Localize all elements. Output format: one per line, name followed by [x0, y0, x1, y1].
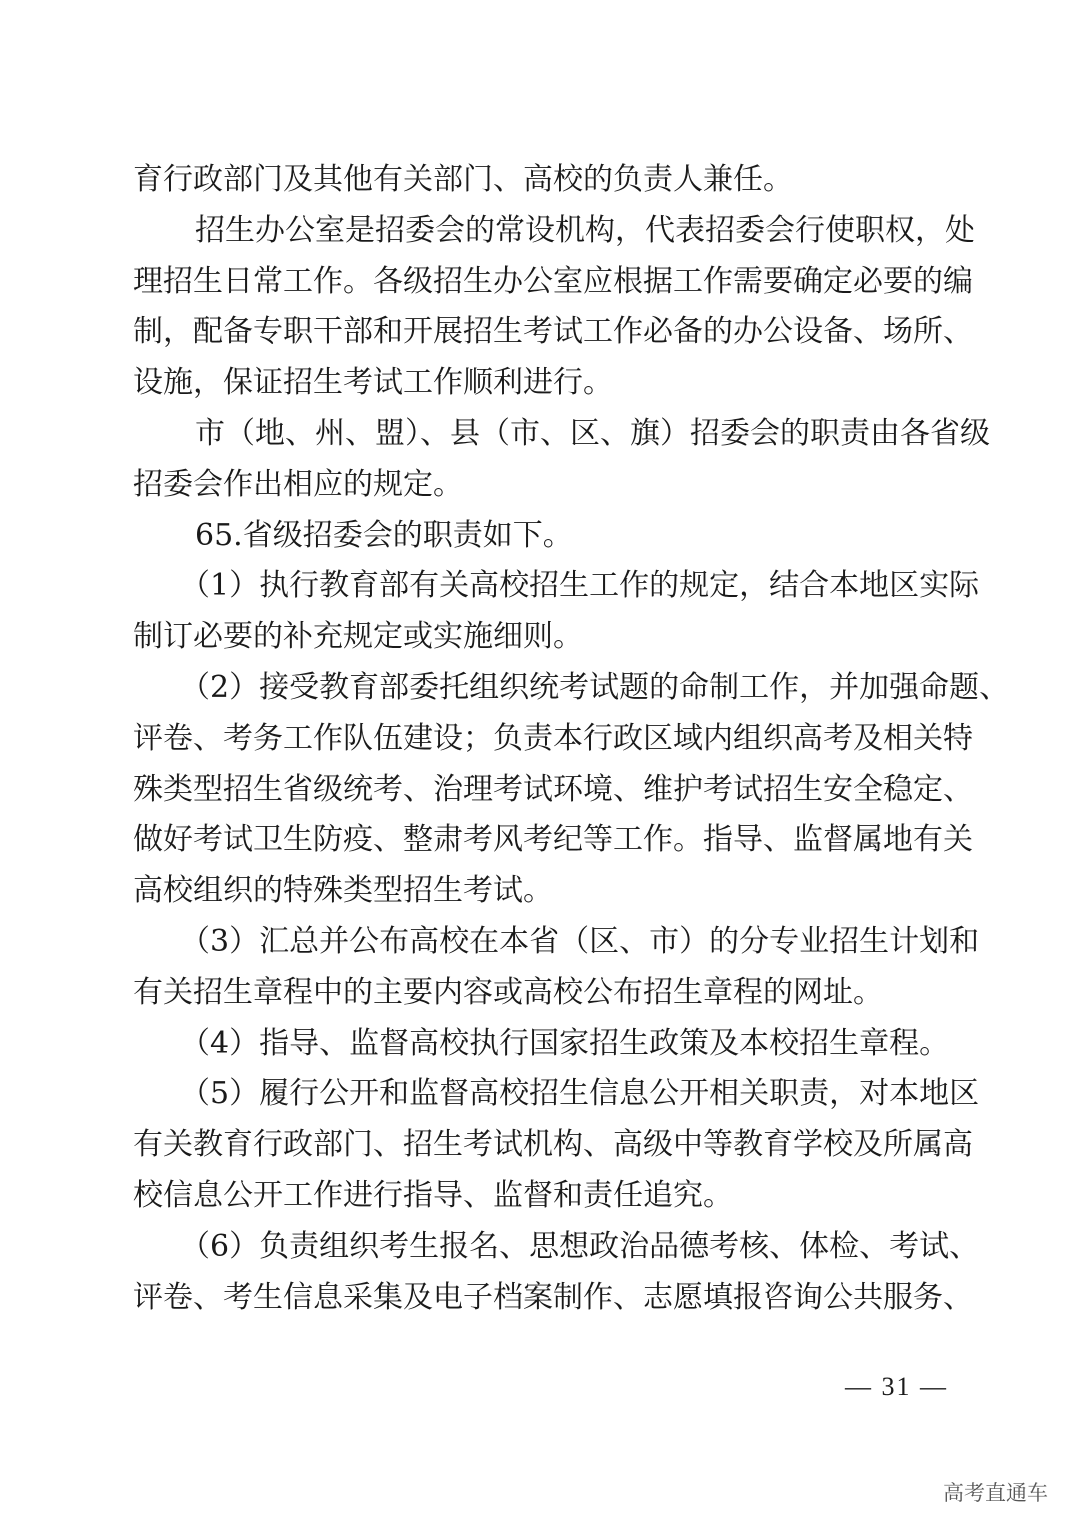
document-body [133, 155, 1010, 1323]
text-line: 65.省级招委会的职责如下。 [195, 517, 573, 553]
text-line: （5）履行公开和监督高校招生信息公开相关职责，对本地区 [180, 1076, 980, 1112]
text-line: 制，配备专职干部和开展招生考试工作必备的办公设备、场所、 [133, 314, 973, 350]
paragraph [133, 155, 950, 206]
paragraph [133, 663, 1010, 917]
paragraph [133, 1222, 980, 1324]
text-line: 校信息公开工作进行指导、监督和责任追究。 [133, 1177, 733, 1213]
text-line: 招生办公室是招委会的常设机构，代表招委会行使职权，处 [195, 212, 975, 248]
text-line: 有关教育行政部门、招生考试机构、高级中等教育学校及所属高 [133, 1127, 973, 1163]
text-line: 理招生日常工作。各级招生办公室应根据工作需要确定必要的编 [133, 263, 973, 299]
paragraph [133, 561, 980, 663]
text-line: （4）指导、监督高校执行国家招生政策及本校招生章程。 [180, 1025, 950, 1061]
text-line: 育行政部门及其他有关部门、高校的负责人兼任。 [133, 162, 793, 197]
text-line: 有关招生章程中的主要内容或高校公布招生章程的网址。 [133, 974, 883, 1010]
text-line: 评卷、考务工作队伍建设；负责本行政区域内组织高考及相关特 [133, 720, 973, 756]
paragraph [133, 917, 980, 1019]
text-line: （2）接受教育部委托组织统考试题的命制工作，并加强命题、 [180, 669, 1010, 705]
text-line: （1）执行教育部有关高校招生工作的规定，结合本地区实际 [180, 568, 980, 604]
page-number: — 31 — [845, 1372, 948, 1401]
text-line: 殊类型招生省级统考、治理考试环境、维护考试招生安全稳定、 [133, 771, 973, 807]
text-line: （3）汇总并公布高校在本省（区、市）的分专业招生计划和 [180, 923, 980, 959]
text-line: 制订必要的补充规定或实施细则。 [133, 619, 583, 655]
text-line: 市（地、州、盟）、县（市、区、旗）招委会的职责由各省级 [195, 415, 990, 451]
paragraph [133, 1069, 980, 1221]
text-line: 做好考试卫生防疫、整肃考风考纪等工作。指导、监督属地有关 [133, 822, 973, 858]
paragraph [133, 409, 990, 511]
text-line: 招委会作出相应的规定。 [133, 466, 463, 502]
paragraph [133, 206, 975, 409]
text-line: 评卷、考生信息采集及电子档案制作、志愿填报咨询公共服务、 [133, 1279, 973, 1315]
text-line: （6）负责组织考生报名、思想政治品德考核、体检、考试、 [180, 1228, 980, 1264]
text-line: 设施，保证招生考试工作顺利进行。 [133, 365, 613, 401]
text-line: 高校组织的特殊类型招生考试。 [133, 873, 553, 909]
paragraph [133, 1019, 950, 1070]
paragraph [133, 511, 950, 562]
watermark: 高考直通车 [943, 1481, 1048, 1505]
